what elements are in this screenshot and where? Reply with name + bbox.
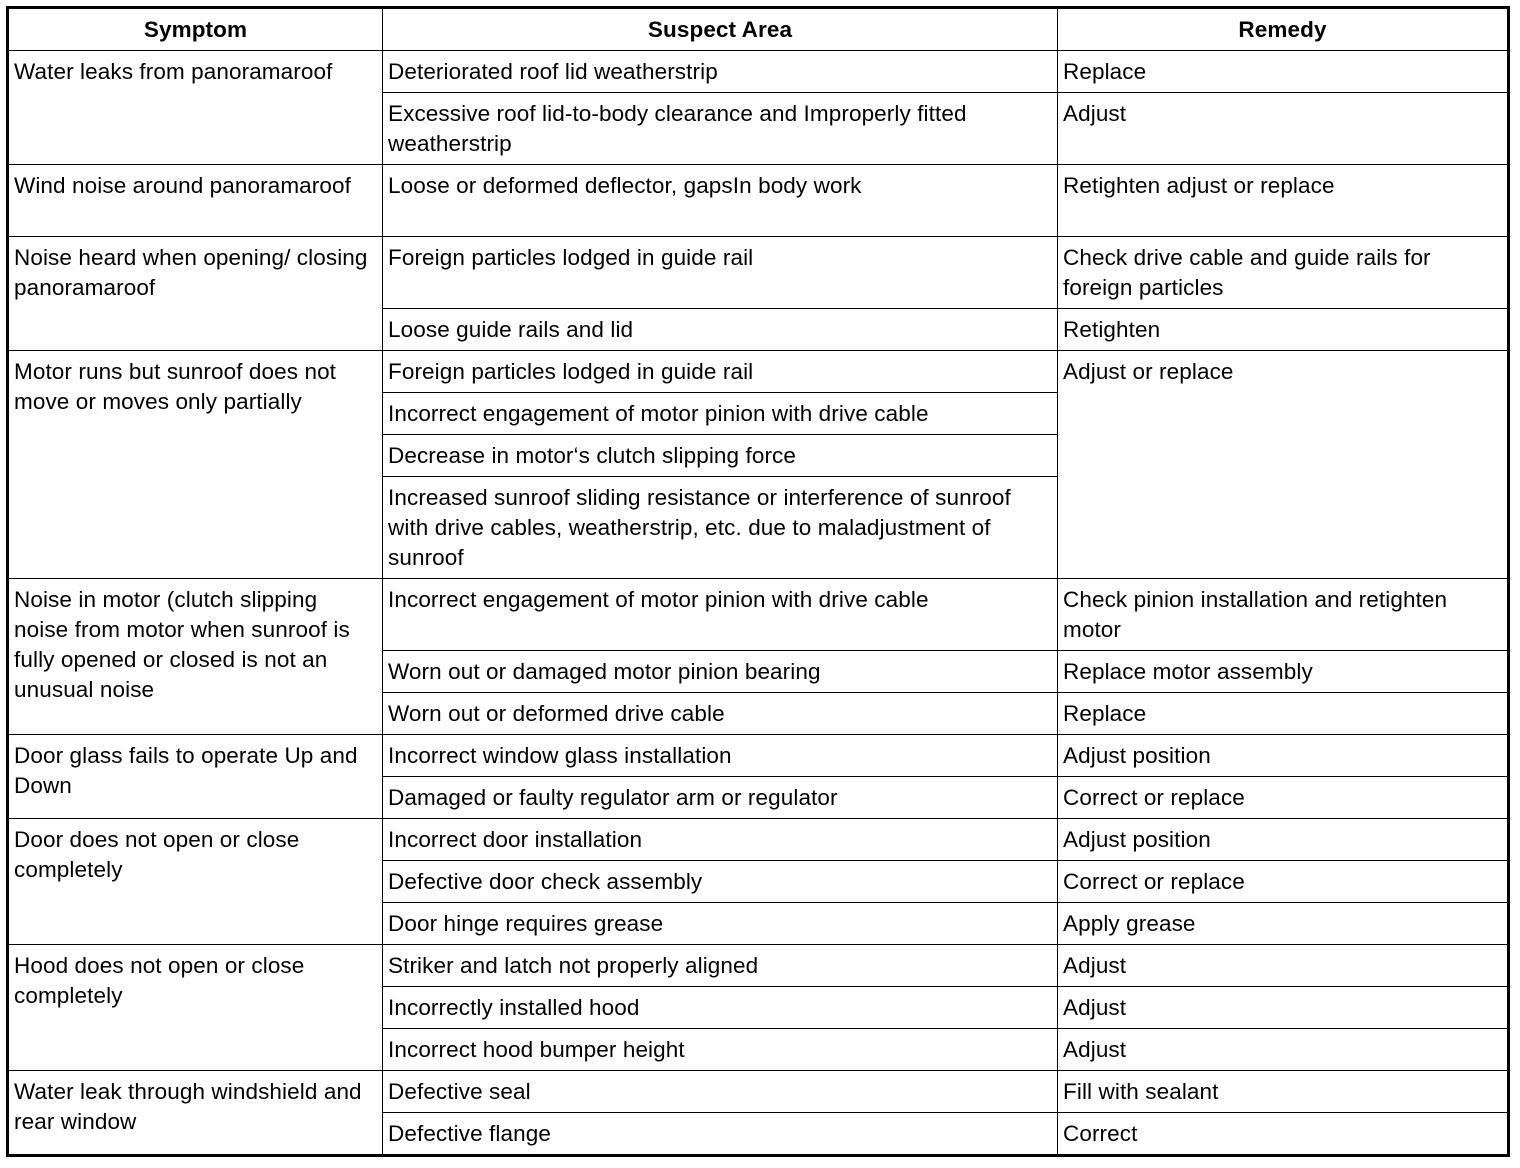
remedy-cell: Retighten adjust or replace bbox=[1058, 165, 1509, 237]
remedy-cell: Fill with sealant bbox=[1058, 1071, 1509, 1113]
remedy-cell: Apply grease bbox=[1058, 903, 1509, 945]
suspect-cell: Deteriorated roof lid weatherstrip bbox=[383, 51, 1058, 93]
suspect-cell: Door hinge requires grease bbox=[383, 903, 1058, 945]
suspect-cell: Incorrect hood bumper height bbox=[383, 1029, 1058, 1071]
remedy-cell: Replace motor assembly bbox=[1058, 651, 1509, 693]
remedy-cell: Check pinion installation and retighten motor bbox=[1058, 579, 1509, 651]
table-row bbox=[8, 1071, 1509, 1113]
header-remedy: Remedy bbox=[1058, 8, 1509, 51]
remedy-cell: Adjust bbox=[1058, 1029, 1509, 1071]
suspect-cell: Incorrectly installed hood bbox=[383, 987, 1058, 1029]
remedy-cell: Correct or replace bbox=[1058, 777, 1509, 819]
suspect-cell: Loose or deformed deflector, gapsIn body work bbox=[383, 165, 1058, 237]
symptom-cell: Wind noise around panoramaroof bbox=[8, 165, 383, 237]
table-row bbox=[8, 735, 1509, 777]
table-row bbox=[8, 579, 1509, 651]
suspect-cell: Incorrect door installation bbox=[383, 819, 1058, 861]
suspect-cell: Incorrect engagement of motor pinion with drive cable bbox=[383, 579, 1058, 651]
remedy-cell: Retighten bbox=[1058, 309, 1509, 351]
symptom-cell: Water leaks from panoramaroof bbox=[8, 51, 383, 165]
symptom-cell: Noise heard when opening/ closing panoramaroof bbox=[8, 237, 383, 351]
remedy-cell: Adjust position bbox=[1058, 819, 1509, 861]
suspect-cell: Defective door check assembly bbox=[383, 861, 1058, 903]
remedy-cell: Adjust bbox=[1058, 987, 1509, 1029]
remedy-cell: Adjust bbox=[1058, 93, 1509, 165]
table-row bbox=[8, 945, 1509, 987]
suspect-cell: Decrease in motor‘s clutch slipping force bbox=[383, 435, 1058, 477]
remedy-cell: Adjust bbox=[1058, 945, 1509, 987]
symptom-cell: Door glass fails to operate Up and Down bbox=[8, 735, 383, 819]
symptom-cell: Noise in motor (clutch slipping noise from motor when sunroof is fully opened or closed is not an unusual noise bbox=[8, 579, 383, 735]
symptom-cell: Hood does not open or close completely bbox=[8, 945, 383, 1071]
suspect-cell: Increased sunroof sliding resistance or interference of sunroof with drive cables, weatherstrip, etc. due to maladjustment of sunroof bbox=[383, 477, 1058, 579]
troubleshooting-table bbox=[6, 6, 1510, 1157]
remedy-cell: Correct or replace bbox=[1058, 861, 1509, 903]
suspect-cell: Incorrect engagement of motor pinion with drive cable bbox=[383, 393, 1058, 435]
remedy-cell: Replace bbox=[1058, 51, 1509, 93]
table-row bbox=[8, 237, 1509, 309]
suspect-cell: Worn out or deformed drive cable bbox=[383, 693, 1058, 735]
header-suspect-area: Suspect Area bbox=[383, 8, 1058, 51]
table-row bbox=[8, 51, 1509, 93]
suspect-cell: Loose guide rails and lid bbox=[383, 309, 1058, 351]
remedy-cell: Adjust position bbox=[1058, 735, 1509, 777]
suspect-cell: Defective seal bbox=[383, 1071, 1058, 1113]
symptom-cell: Motor runs but sunroof does not move or moves only partially bbox=[8, 351, 383, 579]
suspect-cell: Foreign particles lodged in guide rail bbox=[383, 237, 1058, 309]
suspect-cell: Foreign particles lodged in guide rail bbox=[383, 351, 1058, 393]
header-row bbox=[8, 8, 1509, 51]
table-row bbox=[8, 165, 1509, 237]
suspect-cell: Damaged or faulty regulator arm or regulator bbox=[383, 777, 1058, 819]
suspect-cell: Incorrect window glass installation bbox=[383, 735, 1058, 777]
suspect-cell: Worn out or damaged motor pinion bearing bbox=[383, 651, 1058, 693]
symptom-cell: Water leak through windshield and rear window bbox=[8, 1071, 383, 1156]
suspect-cell: Excessive roof lid-to-body clearance and Improperly fitted weatherstrip bbox=[383, 93, 1058, 165]
suspect-cell: Striker and latch not properly aligned bbox=[383, 945, 1058, 987]
remedy-cell: Correct bbox=[1058, 1113, 1509, 1156]
header-symptom: Symptom bbox=[8, 8, 383, 51]
remedy-cell: Adjust or replace bbox=[1058, 351, 1509, 579]
table-row bbox=[8, 351, 1509, 393]
table-row bbox=[8, 819, 1509, 861]
remedy-cell: Check drive cable and guide rails for foreign particles bbox=[1058, 237, 1509, 309]
remedy-cell: Replace bbox=[1058, 693, 1509, 735]
suspect-cell: Defective flange bbox=[383, 1113, 1058, 1156]
symptom-cell: Door does not open or close completely bbox=[8, 819, 383, 945]
